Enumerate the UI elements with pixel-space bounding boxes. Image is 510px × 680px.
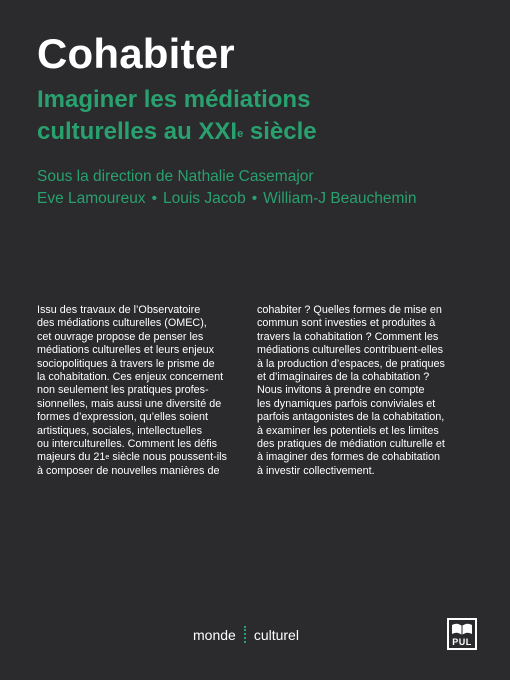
subtitle-line-2-end: siècle	[243, 118, 317, 145]
description-line: la cohabitation. Ces enjeux concernent	[37, 371, 224, 384]
description-line: médiations culturelles contribuent-elles	[257, 344, 444, 357]
description-line: cet ouvrage propose de penser les	[37, 330, 204, 343]
publisher-logo-text: PUL	[452, 637, 472, 647]
book-title: Cohabiter	[37, 30, 235, 77]
description-line: à imaginer des formes de cohabitation	[257, 451, 441, 464]
author-separator: •	[251, 190, 258, 207]
description-line: à investir collectivement.	[257, 464, 375, 477]
subtitle-line-2-main: culturelles au XXI	[37, 118, 238, 145]
description-line: à examiner les potentiels et les limites	[257, 424, 439, 437]
description-line: et d’imaginaires de la cohabitation ?	[257, 371, 430, 384]
author-name: Louis Jacob	[163, 190, 246, 207]
century-text-pre: majeurs du 21	[37, 451, 106, 464]
series-name	[193, 626, 299, 643]
description-line: Issu des travaux de l’Observatoire	[37, 304, 201, 316]
description-left-column	[37, 304, 262, 478]
century-text-post: siècle nous poussent-ils	[109, 451, 227, 464]
description-line	[37, 451, 262, 464]
series-word-left: monde	[193, 626, 236, 643]
description-right-column	[257, 304, 482, 478]
open-book-icon	[451, 622, 473, 636]
description-line: parfois antagonistes de la cohabitation,	[257, 411, 445, 424]
author-name: William-J Beauchemin	[263, 190, 417, 207]
description-line: à la production d’espaces, de pratiques	[257, 357, 445, 370]
description-line: commun sont investies et produites à	[257, 317, 436, 330]
description-line: à composer de nouvelles manières de	[37, 464, 220, 477]
description-line: médiations culturelles et leurs enjeux	[37, 344, 215, 357]
description-line: des médiations culturelles (OMEC),	[37, 317, 207, 330]
author-list	[37, 188, 417, 210]
description-line: artistiques, sociales, intellectuelles	[37, 424, 203, 437]
subtitle-line-1: Imaginer les médiations	[37, 86, 311, 113]
description-line: des pratiques de médiation culturelle et	[257, 438, 445, 451]
series-word-right: culturel	[253, 626, 299, 643]
author-name: Eve Lamoureux	[37, 190, 146, 207]
description-line: sionnelles, mais aussi une diversité de	[37, 397, 222, 410]
subtitle-superscript: e	[237, 128, 244, 140]
description-line: les dynamiques parfois conviviales et	[257, 397, 436, 410]
description-line: ou interculturelles. Comment les défis	[37, 438, 218, 451]
description-line: sociopolitiques à travers le prisme de	[37, 357, 215, 370]
author-separator: •	[151, 190, 157, 207]
direction-line: Sous la direction de Nathalie Casemajor	[37, 168, 314, 185]
subtitle-line-2	[37, 116, 317, 148]
description-line: travers la cohabitation ? Comment les	[257, 330, 439, 343]
century-superscript: e	[105, 454, 110, 462]
series-divider	[244, 626, 246, 643]
description-line: formes d’expression, qu’elles soient	[37, 411, 209, 424]
description-line: cohabiter ? Quelles formes de mise en	[257, 304, 442, 316]
description-line: Nous invitons à prendre en compte	[257, 384, 425, 397]
book-subtitle	[37, 84, 317, 148]
publisher-logo	[447, 618, 477, 650]
description-line: non seulement les pratiques profes-	[37, 384, 209, 397]
authors-block	[37, 166, 417, 210]
